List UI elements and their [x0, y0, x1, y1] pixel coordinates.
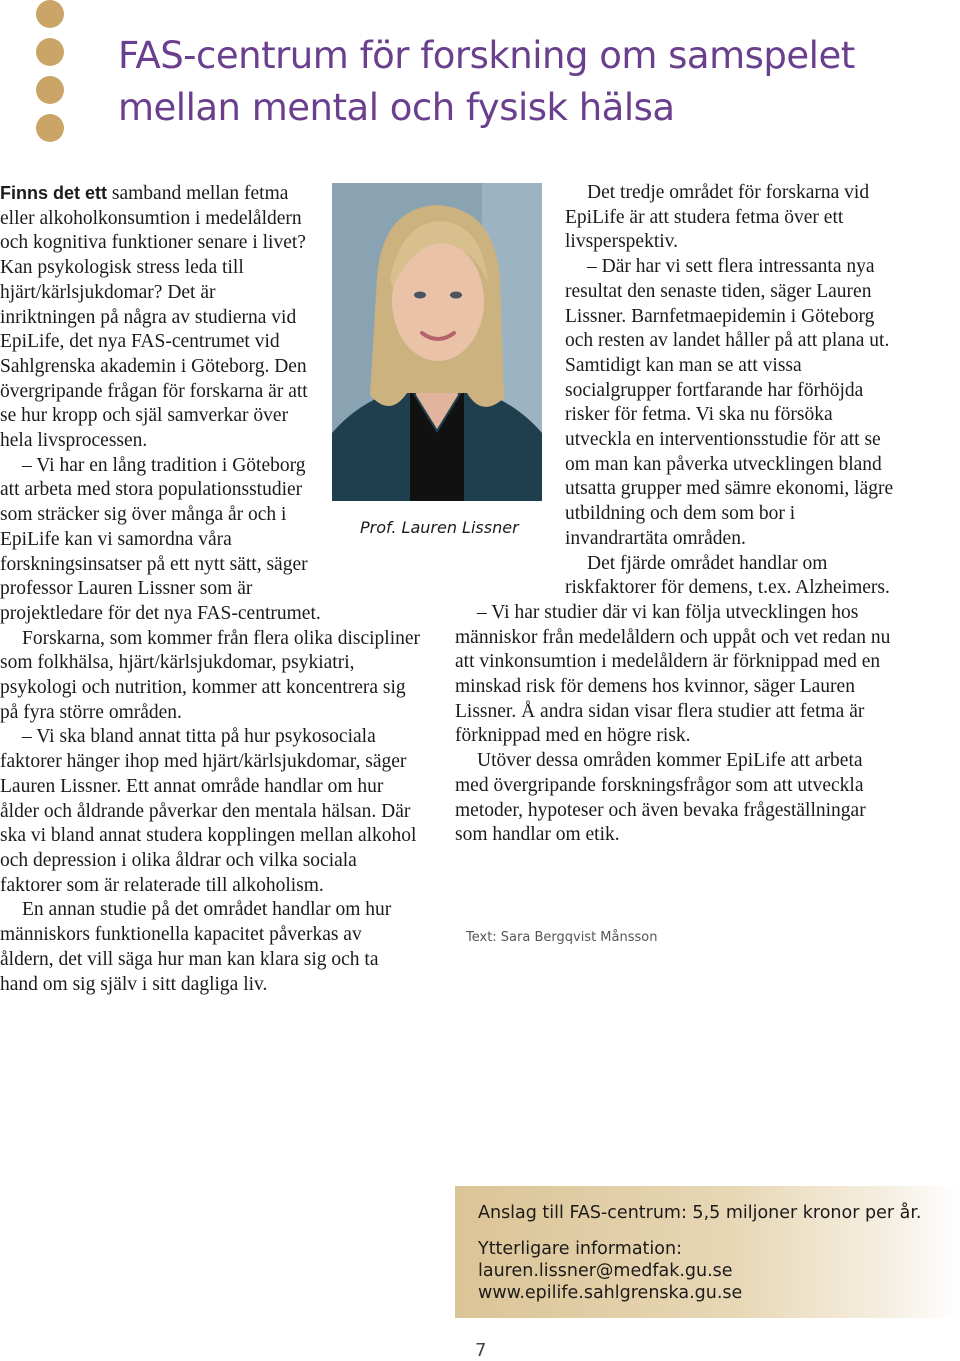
decorative-dot [36, 114, 64, 142]
photo-spacer [455, 181, 565, 586]
author-credit: Text: Sara Bergqvist Månsson [466, 930, 658, 945]
decorative-dot [36, 38, 64, 66]
paragraph: Det fjärde området handlar om riskfaktorer för demens, t.ex. Alzheimers. [565, 552, 890, 599]
paragraph: – Vi har en lång tradition i Göteborg att arbeta med stora populationsstudier som sträcker sig över många år och i EpiLife kan vi samordna våra forskningsinsatser på ett nytt sätt, säger professor Lauren Lissner som är projektledare för det nya FAS-centrumet. [0, 454, 321, 624]
title-line-1: FAS-centrum för forskning om samspelet [118, 34, 855, 77]
paragraph: Forskarna, som kommer från flera olika discipliner som folkhälsa, hjärt/kärlsjukdomar, psykiatri, psykologi och nutrition, kommer att koncentrera sig på fyra större områden. [0, 627, 421, 723]
article-title [118, 30, 855, 134]
paragraph-text: samband mellan fetma eller alkoholkonsumtion i medelåldern och kognitiva funktioner senare i livet? Kan psykologisk stress leda till hjärt/kärlsjukdomar? Det är inriktningen på några av studierna vid EpiLife, det nya FAS-centrumet vid Sahlgrenska akademin i Göteborg. Den övergripande frågan för forskarna är att se hur kropp och själ samverkar över hela livsprocessen. [0, 183, 308, 452]
paragraph: – Vi har studier där vi kan följa utvecklingen hos människor från medelåldern och uppåt och vet redan nu att vinkonsumtion i medelåldern är förknippad med en minskad risk för demens hos kvinnor, säger Lauren Lissner. Å andra sidan visar flera studier att fetma är förknippad med en högre risk. [455, 601, 891, 747]
paragraph: Det tredje området för forskarna vid EpiLife är att studera fetma över ett livsperspektiv. [565, 182, 870, 253]
decorative-dot [36, 76, 64, 104]
funding-text: Anslag till FAS-centrum: 5,5 miljoner kronor per år. [478, 1203, 922, 1223]
page-number: 7 [475, 1340, 487, 1361]
paragraph: – Där har vi sett flera intressanta nya resultat den senaste tiden, säger Lauren Lissner. Barnfetmaepidemin i Göteborg och resten av landet håller på att plana ut. Samtidigt kan man se att vissa socialgrupper fortfarande har förhöjda risker för fetma. Vi ska nu försöka utveckla en interventionsstudie för att se om man kan påverka utvecklingen bland utsatta grupper med sämre ekonomi, lägre utbildning och dem som bor i invandrartäta områden. [565, 256, 894, 549]
lead-in: Finns det ett [0, 183, 107, 203]
paragraph: En annan studie på det området handlar om hur människors funktionella kapacitet påverkas av åldern, det vill säga hur man kan klara sig och ta hand om sig själv i sitt dagliga liv. [0, 899, 392, 995]
decorative-dot [36, 0, 64, 28]
paragraph: Utöver dessa områden kommer EpiLife att arbeta med övergripande forskningsfrågor som att utveckla metoder, hypoteser och även bevaka frågeställningar som handlar om etik. [455, 750, 866, 846]
contact-block [478, 1238, 742, 1304]
paragraph: – Vi ska bland annat titta på hur psykosociala faktorer hänger ihop med hjärt/kärlsjukdomar, säger Lauren Lissner. Ett annat område handlar om hur ålder och åldrande påverkar den mentala hälsan. Där ska vi bland annat studera kopplingen mellan alkohol och depression i olika åldrar och vilka sociala faktorer som är relaterade till alkoholism. [0, 726, 417, 896]
email-link[interactable]: lauren.lissner@medfak.gu.se [478, 1261, 733, 1281]
more-info-label: Ytterligare information: [478, 1239, 682, 1259]
website-link[interactable]: www.epilife.sahlgrenska.gu.se [478, 1283, 743, 1303]
photo-spacer [312, 181, 420, 601]
right-column [455, 181, 895, 848]
left-column [0, 181, 420, 997]
title-line-2: mellan mental och fysisk hälsa [118, 86, 675, 129]
info-box [455, 1186, 960, 1318]
photo-caption: Prof. Lauren Lissner [360, 518, 519, 537]
